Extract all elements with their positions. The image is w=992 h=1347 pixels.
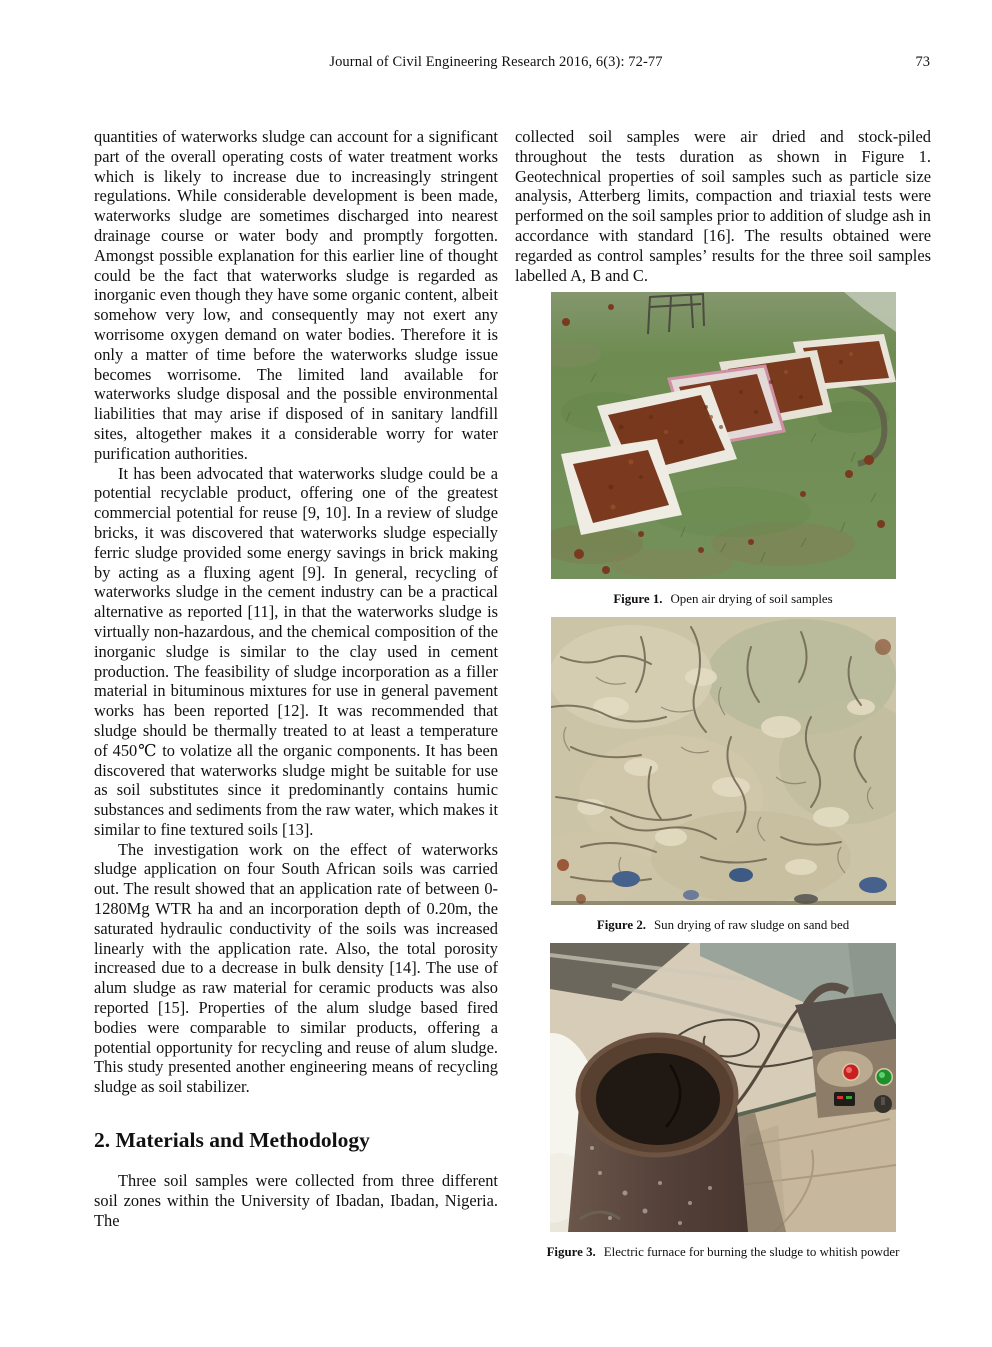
electric-furnace-photo bbox=[550, 943, 896, 1232]
soil-drying-photo bbox=[551, 292, 896, 579]
figure-3-caption-text: Electric furnace for burning the sludge to whitish powder bbox=[603, 1245, 900, 1260]
figure-3-photo bbox=[515, 943, 931, 1232]
figure-2 bbox=[515, 617, 931, 933]
figure-2-caption bbox=[515, 918, 931, 933]
figure-1-photo bbox=[515, 292, 931, 579]
paragraph-collected-samples: collected soil samples were air dried and stock-piled throughout the tests duration as shown in Figure 1. Geotechnical properties of soil samples such as particle size analysis, Atterberg limits, compaction and triaxial tests were performed on the soil samples prior to addition of sludge ash in accordance with standard [16]. The results obtained were regarded as control samples’ results for the three soil samples labelled A, B and C. bbox=[515, 127, 931, 285]
figure-3-caption bbox=[515, 1245, 931, 1260]
figure-2-label: Figure 2. bbox=[596, 918, 647, 933]
paragraph-three-soil-samples: Three soil samples were collected from three different soil zones within the University of Ibadan, Ibadan, Nigeria. The bbox=[94, 1171, 498, 1230]
left-column bbox=[94, 127, 498, 1230]
figure-1 bbox=[515, 292, 931, 607]
figure-2-photo bbox=[515, 617, 931, 905]
figure-3 bbox=[515, 943, 931, 1260]
right-column bbox=[515, 127, 931, 1270]
paragraph-investigation-work: The investigation work on the effect of waterworks sludge application on four South African soils was carried out. The result showed that an application rate of between 0-1280Mg WTR ha and an incorporation depth of 0.20m, the saturated hydraulic conductivity of the soils was increased linearly with the application rate. Also, the total porosity increased due to a decrease in bulk density [14]. The use of alum sludge as raw material for ceramic products was also reported [15]. Properties of the alum sludge based fired bodies were comparable to similar products, offering a potential opportunity for recycling and reuse of alum sludge. This study presented another engineering means of recycling sludge as soil stabilizer. bbox=[94, 839, 498, 1097]
figure-3-label: Figure 3. bbox=[546, 1245, 596, 1260]
section-heading-materials-methodology: 2. Materials and Methodology bbox=[94, 1128, 370, 1153]
paragraph-waterworks-costs: quantities of waterworks sludge can account for a significant part of the overall operating costs of water treatment works which is likely to increase due to increasingly stringent regulations. While considerable development is been made, waterworks sludge are sometimes discharged into nearest drainage course or water body and promptly forgotten. Amongst possible explanation for this earlier line of thought could be the fact that waterworks sludge is regarded as inorganic even though they have some organic content, albeit somehow very low, and consequently may not exert any worrisome oxygen demand on water bodies. Therefore it is only a matter of time before the waterworks sludge issue becomes worrisome. The limited land available for waterworks sludge disposal and the possible environmental liabilities that may arise if disposed of in sanitary landfill sites, altogether makes it a considerable worry for water purification authorities. bbox=[94, 127, 498, 463]
figure-1-caption bbox=[515, 592, 931, 607]
figure-1-label: Figure 1. bbox=[613, 592, 663, 607]
journal-header: Journal of Civil Engineering Research 2016, 6(3): 72-77 bbox=[329, 54, 663, 70]
page-number: 73 bbox=[915, 54, 930, 70]
figure-2-caption-text: Sun drying of raw sludge on sand bed bbox=[654, 918, 850, 933]
figure-1-caption-text: Open air drying of soil samples bbox=[670, 592, 833, 607]
sludge-texture-photo bbox=[551, 617, 896, 905]
paragraph-advocated-reuse: It has been advocated that waterworks sludge could be a potential recyclable product, offering one of the greatest commercial potential for reuse [9, 10]. In a review of sludge bricks, it was discovered that waterworks sludge especially ferric sludge provided some energy savings in brick making by acting as a fluxing agent [9]. In general, recycling of waterworks sludge in the cement industry can be a practical alternative as reported [11], in that the waterworks sludge is virtually non-hazardous, and the chemical composition of the inorganic sludge is similar to the clay used in cement production. The feasibility of sludge incorporation as a filler material in bituminous mixtures for use in general pavement works has been reported [12]. It was recommended that sludge should be thermally treated to at least a temperature of 450℃ to volatize all the organic components. It has been discovered that waterworks sludge might be suitable for use as soil substitutes since it predominantly contains humic substances and sediments from the raw water, which makes it similar to fine textured soils [13]. bbox=[94, 463, 498, 839]
